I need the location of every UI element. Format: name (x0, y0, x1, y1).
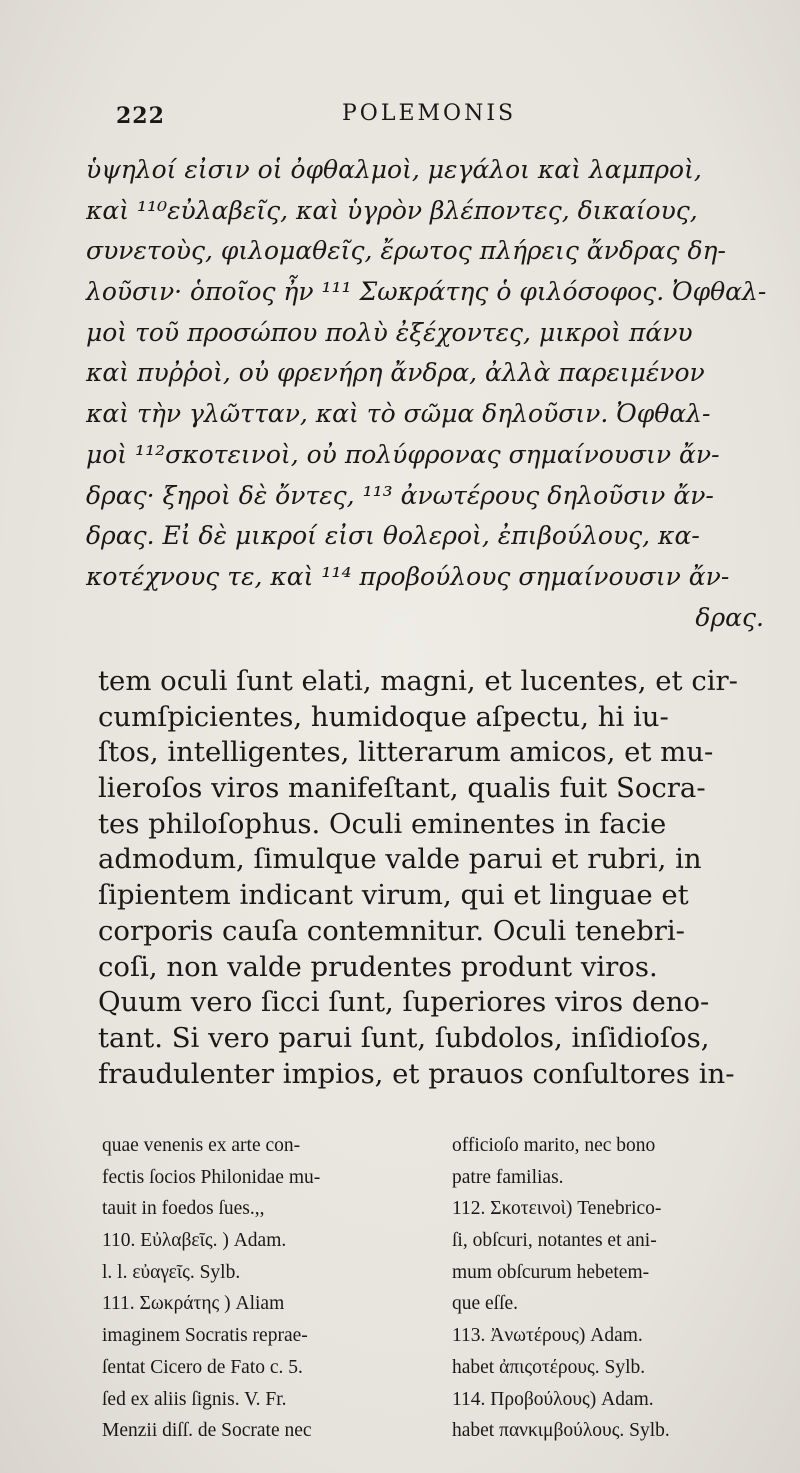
footnote-line: l. l. εὐαγεῖς. Sylb. (102, 1261, 241, 1283)
footnote-line: 111. Σωκράτης ) Aliam (102, 1293, 285, 1315)
greek-line: κοτέχνους τε, καὶ ¹¹⁴ προβούλους σημαίνουσιν ἄν- (86, 561, 730, 591)
footnotes-right-column (452, 1130, 782, 1447)
greek-line: συνετοὺς, φιλομαθεῖς, ἔρωτος πλήρεις ἄνδρας δη- (86, 236, 726, 266)
footnote-line: habet πανκιμβούλους. Sylb. (452, 1420, 670, 1442)
greek-line: μοὶ ¹¹²σκοτεινοὶ, οὐ πολύφρονας σημαίνουσιν ἄν- (86, 439, 720, 469)
page-header (0, 95, 800, 135)
latin-line: ſipientem indicant virum, qui et linguae et (98, 879, 689, 912)
greek-line: μοὶ τοῦ προσώπου πολὺ ἐξέχοντες, μικροὶ πάνυ (86, 317, 693, 347)
footnote-line: mum obſcurum hebetem- (452, 1261, 650, 1283)
footnote-line: 112. Σκοτεινοὶ) Tenebrico- (452, 1198, 662, 1220)
latin-translation-block (98, 664, 778, 1092)
footnotes-left-column (102, 1130, 432, 1447)
greek-line: δρας· ξηροὶ δὲ ὄντες, ¹¹³ ἀνωτέρους δηλοῦσιν ἄν- (86, 480, 714, 510)
footnote-line: tauit in foedos ſues.,, (102, 1198, 265, 1220)
footnote-line: habet ἀπιςοτέρους. Sylb. (452, 1356, 646, 1378)
latin-line: tant. Si vero parui ſunt, ſubdolos, inſidioſos, (98, 1021, 710, 1054)
latin-line: ſtos, intelligentes, litterarum amicos, et mu- (98, 736, 714, 769)
latin-line: corporis cauſa contemnitur. Oculi tenebri- (98, 914, 685, 947)
footnote-line: officioſo marito, nec bono (452, 1135, 656, 1156)
greek-line: λοῦσιν· ὁποῖος ἦν ¹¹¹ Σωκράτης ὁ φιλόσοφος. Ὀφθαλ- (86, 277, 767, 307)
latin-line: tem oculi ſunt elati, magni, et lucentes, et cir- (98, 665, 738, 697)
footnote-line: 114. Προβούλους) Adam. (452, 1388, 654, 1410)
footnote-line: ſentat Cicero de Fato c. 5. (102, 1356, 303, 1378)
running-title: POLEMONIS (342, 101, 517, 126)
greek-line: καὶ πυῤῥοὶ, οὐ φρενήρη ἄνδρα, ἀλλὰ παρειμένον (86, 358, 705, 388)
footnote-line: 110. Εὐλαβεῖς. ) Adam. (102, 1230, 287, 1252)
footnote-line: 113. Ἀνωτέρους) Adam. (452, 1325, 643, 1347)
footnote-line: patre familias. (452, 1166, 564, 1188)
greek-line: δρας. Εἰ δὲ μικροί εἰσι θολεροὶ, ἐπιβούλους, κα- (86, 521, 700, 551)
footnote-line: ſed ex aliis ſignis. V. Fr. (102, 1388, 287, 1410)
page-number: 222 (116, 103, 165, 129)
latin-line: cumſpicientes, humidoque aſpectu, hi iu- (98, 700, 669, 733)
greek-line: δρας. (695, 602, 764, 632)
latin-line: admodum, ſimulque valde parui et rubri, in (98, 843, 702, 876)
latin-line: fraudulenter impios, et prauos conſultores in- (98, 1057, 735, 1090)
footnote-line: ſi, obſcuri, notantes et ani- (452, 1230, 657, 1252)
footnote-line: Menzii diſſ. de Socrate nec (102, 1420, 312, 1442)
footnote-line: fectis ſocios Philonidae mu- (102, 1166, 321, 1188)
greek-text-block (86, 150, 774, 638)
latin-line: Quum vero ſicci ſunt, ſuperiores viros deno- (98, 986, 710, 1019)
latin-line: tes philoſophus. Oculi eminentes in facie (98, 807, 667, 840)
latin-line: coſi, non valde prudentes produnt viros. (98, 950, 658, 983)
footnote-line: imaginem Socratis reprae- (102, 1325, 308, 1347)
footnote-line: quae venenis ex arte con- (102, 1135, 301, 1156)
greek-line: καὶ τὴν γλῶτταν, καὶ τὸ σῶμα δηλοῦσιν. Ὀφθαλ- (86, 399, 711, 429)
latin-line: lieroſos viros manifeſtant, qualis fuit Socra- (98, 772, 706, 805)
greek-line: ὑψηλοί εἰσιν οἱ ὀφθαλμοὶ, μεγάλοι καὶ λαμπροὶ, (86, 155, 702, 184)
greek-line: καὶ ¹¹⁰εὐλαβεῖς, καὶ ὑγρὸν βλέποντες, δικαίους, (86, 195, 698, 225)
footnote-line: que eſſe. (452, 1293, 519, 1315)
